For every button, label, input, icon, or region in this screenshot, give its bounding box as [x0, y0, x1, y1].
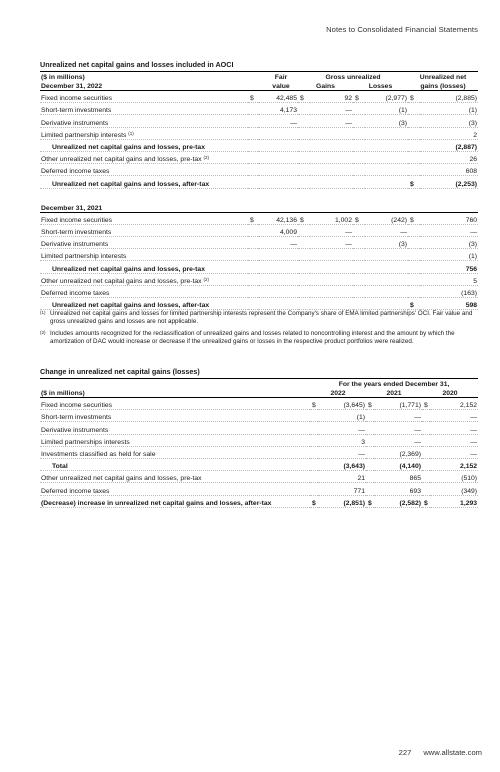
table-row: Unrealized net capital gains and losses, after-tax $ 598 — [40, 298, 478, 310]
footnote-1: (1) Unrealized net capital gains and losses for limited partnership interests represent the Company's share of EMA limited partnerships' OCI. Fair value and gross unrealized gains and losses are not applicable. — [40, 310, 473, 325]
table-row: Unrealized net capital gains and losses, after-tax $ (2,253) — [40, 176, 478, 188]
footnote-ref: (2) — [203, 276, 209, 282]
col-losses: Losses — [368, 83, 393, 90]
footnote-ref: (1) — [128, 130, 134, 136]
aoci-section — [40, 60, 478, 310]
table-row: Limited partnership interests $^{(1)}$ 2 — [40, 127, 478, 139]
table-row: Unrealized net capital gains and losses, pre-tax 756 — [40, 261, 478, 273]
page-footer — [399, 748, 482, 757]
table-row: Derivative instruments — — (3) (3) — [40, 115, 478, 127]
table-row: Fixed income securities $ 42,136 $ 1,002 $ (242) $ 760 — [40, 212, 478, 224]
footnote-2: (2) Includes amounts recognized for the reclassification of unrealized gains and losses related to noncontrolling interest and the amount by which the amortization of DAC would increase or decrease if the unrealized gains or losses in the respective product portfolios were realized. — [40, 330, 455, 345]
table-row: Investments classified as held for sale — (2,369) — — [40, 446, 478, 458]
col-fair-1: Fair — [274, 74, 288, 81]
site-link[interactable]: www.allstate.com — [423, 748, 482, 757]
change-table — [40, 379, 478, 508]
year-2020: 2020 — [442, 390, 458, 397]
table-row: Derivative instruments — — — — [40, 422, 478, 434]
table-row: Fixed income securities $ 42,485 $ 92 $ (2,977) $ (2,885) — [40, 91, 478, 103]
col-unrealized-1: Unrealized net — [419, 74, 467, 81]
footnote-ref: (2) — [203, 155, 209, 161]
table-row: Total (3,643) (4,140) 2,152 — [40, 458, 478, 470]
period-label: For the years ended December 31, — [338, 381, 450, 388]
col-fair-2: value — [272, 83, 290, 90]
table-row: Other unrealized net capital gains and losses, pre-tax $^{(2)}$ 5 — [40, 273, 478, 285]
col-gains: Gains — [316, 83, 335, 90]
year-2022: 2022 — [330, 390, 346, 397]
year-2021: 2021 — [386, 390, 402, 397]
date-2022: December 31, 2022 — [41, 83, 103, 90]
table-row: Short-term investments 4,173 — (1) (1) — [40, 103, 478, 115]
date-2021: December 31, 2021 — [41, 204, 103, 212]
table-row: Deferred income taxes 608 — [40, 164, 478, 176]
page-number: 227 — [398, 748, 412, 757]
change-section — [40, 367, 478, 508]
unit-label: ($ in millions) — [41, 74, 85, 81]
table-row: Derivative instruments — — (3) (3) — [40, 237, 478, 249]
col-gross-unrealized: Gross unrealized — [325, 74, 381, 81]
aoci-title: Unrealized net capital gains and losses included in AOCI — [40, 60, 478, 72]
table-row: (Decrease) increase in unrealized net capital gains and losses, after-tax $ (2,851) $ (2,582) $ 1,293 — [40, 495, 478, 507]
unit-label: ($ in millions) — [41, 390, 85, 397]
table-row: Deferred income taxes (163) — [40, 285, 478, 297]
table-row: Limited partnership interests (1) — [40, 249, 478, 261]
table-row: Other unrealized net capital gains and losses, pre-tax $^{(2)}$ 26 — [40, 151, 478, 163]
table-row: Deferred income taxes 771 693 (349) — [40, 483, 478, 495]
table-row: Unrealized net capital gains and losses, pre-tax (2,887) — [40, 139, 478, 151]
change-title: Change in unrealized net capital gains (losses) — [40, 367, 478, 379]
page-header: Notes to Consolidated Financial Statements — [326, 25, 478, 34]
table-row: Fixed income securities $ (3,645) $ (1,771) $ 2,152 — [40, 398, 478, 410]
table-row: Short-term investments 4,009 — — — — [40, 224, 478, 236]
aoci-table — [40, 72, 478, 310]
table-row: Limited partnerships interests 3 — — — [40, 434, 478, 446]
table-row: Short-term investments (1) — — — [40, 410, 478, 422]
table-row — [40, 201, 478, 213]
table-row: Other unrealized net capital gains and losses, pre-tax 21 865 (510) — [40, 471, 478, 483]
col-unrealized-2: gains (losses) — [420, 83, 466, 90]
